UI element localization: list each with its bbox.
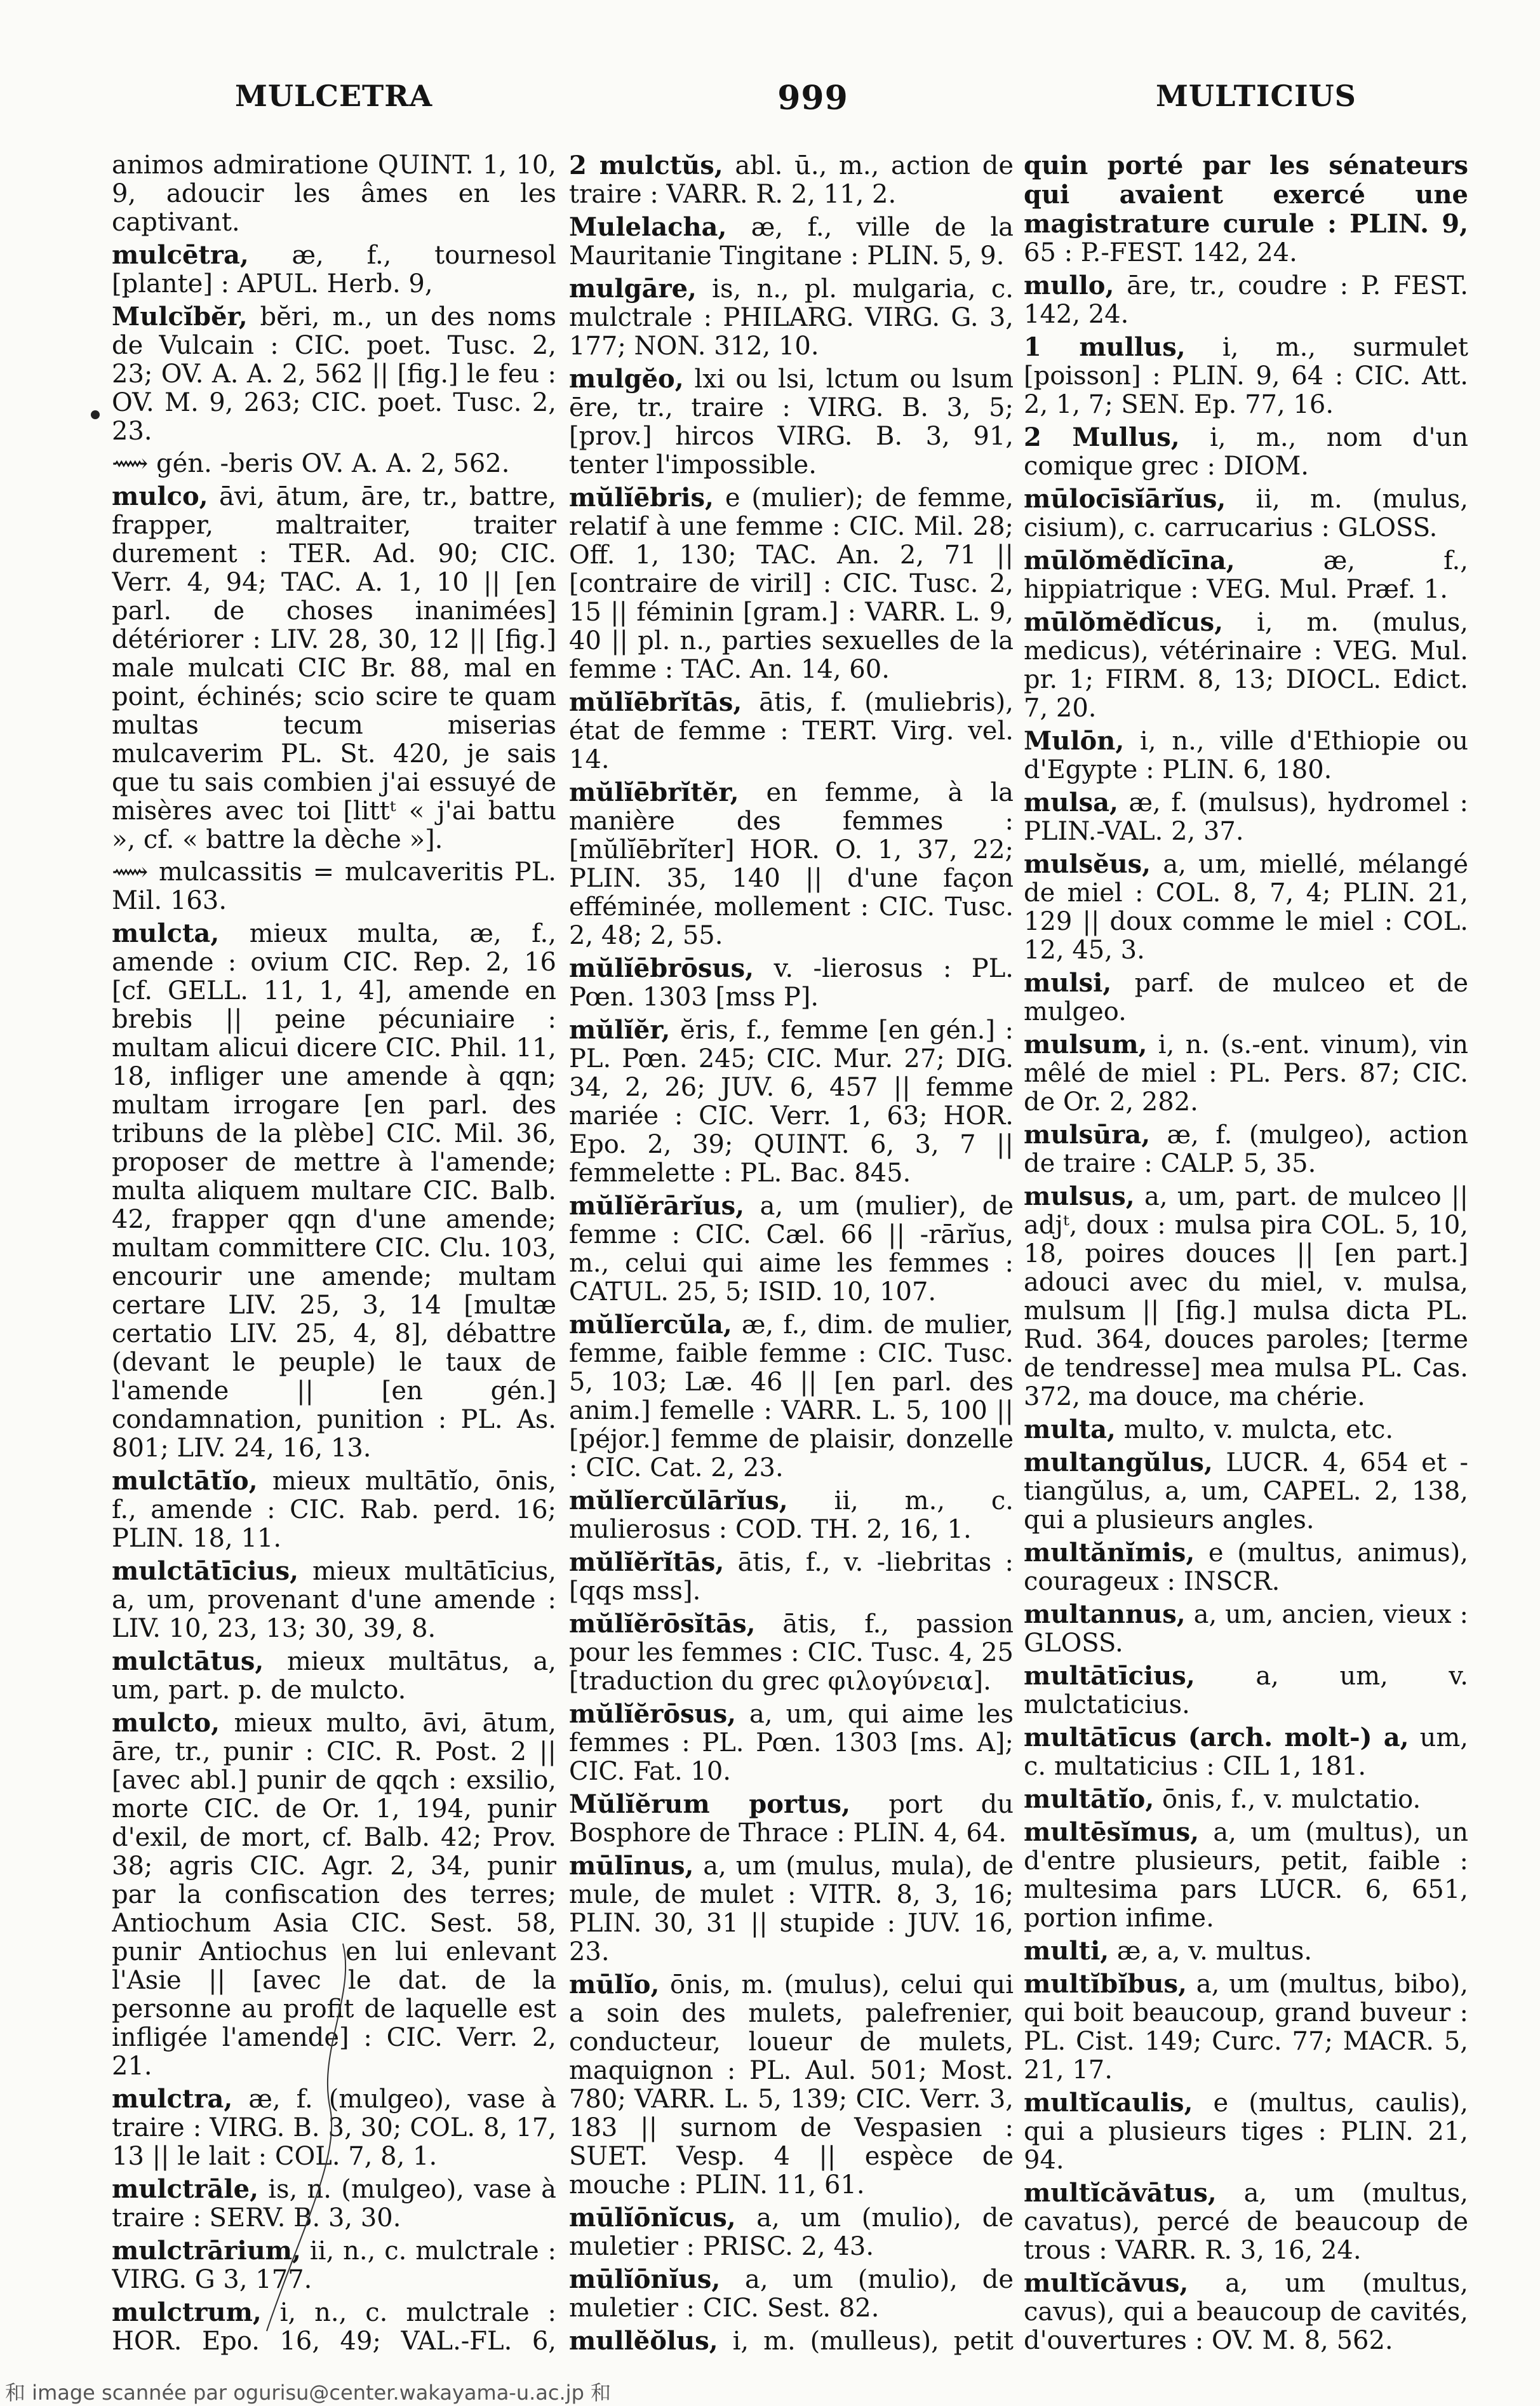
dictionary-entry: multănĭmis, e (multus, animus), courageux : INSCR. bbox=[1024, 1538, 1468, 1596]
dictionary-entry: multĭcăvus, a, um (multus, cavus), qui a beaucoup de cavités, d'ouvertures : OV. M. 8, 562. bbox=[1024, 2268, 1468, 2355]
dictionary-entry: mulsi, parf. de mulceo et de mulgeo. bbox=[1024, 968, 1468, 1026]
dictionary-entry: mulsa, æ, f. (mulsus), hydromel : PLIN.-VAL. 2, 37. bbox=[1024, 788, 1468, 846]
dictionary-entry: mūlĭo, ōnis, m. (mulus), celui qui a soin des mulets, palefrenier, conducteur, loueur de mulets, maquignon : PL. Aul. 501; Most. 780; VARR. L. 5, 139; CIC. Verr. 3, 183 || surnom de Vespasien : SUET. Vesp. 4 || espèce de mouche : PLIN. 11, 61. bbox=[569, 1970, 1014, 2200]
dictionary-entry: mulctra, æ, f. (mulgeo), vase à traire : VIRG. B. 3, 30; COL. 8, 17, 13 || le lait : COL. 7, 8, 1. bbox=[112, 2084, 556, 2171]
dictionary-entry: ⟿ gén. -beris OV. A. A. 2, 562. bbox=[112, 449, 510, 478]
dictionary-entry: 2 Mullus, i, m., nom d'un comique grec : DIOM. bbox=[1024, 422, 1468, 481]
dictionary-entry: mŭlĭĕrārĭus, a, um (mulier), de femme : CIC. Cæl. 66 || -rārĭus, m., celui qui aime les femmes : CATUL. 25, 5; ISID. 10, 107. bbox=[569, 1191, 1014, 1307]
dictionary-entry: mŭlĭĕrōsus, a, um, qui aime les femmes : PL. Pœn. 1303 [ms. A]; CIC. Fat. 10. bbox=[569, 1699, 1014, 1786]
dictionary-entry: mulgāre, is, n., pl. mulgaria, c. mulctrale : PHILARG. VIRG. G. 3, 177; NON. 312, 10. bbox=[569, 274, 1014, 361]
dictionary-entry: mūlĭōnĭcus, a, um (mulio), de muletier : PRISC. 2, 43. bbox=[569, 2203, 1014, 2261]
dictionary-entry: multĭbĭbus, a, um (multus, bibo), qui boit beaucoup, grand buveur : PL. Cist. 149; Curc. 77; MACR. 5, 21, 17. bbox=[1024, 1969, 1468, 2085]
dictionary-entry: mŭlĭĕrĭtās, ātis, f., v. -liebritas : [qqs mss]. bbox=[569, 1547, 1014, 1606]
dictionary-entry: mŭlĭĕr, ĕris, f., femme [en gén.] : PL. Pœn. 245; CIC. Mur. 27; DIG. 34, 2, 26; JUV. 6, 457 || femme mariée : CIC. Verr. 1, 63; HOR. Epo. 2, 39; QUINT. 6, 3, 7 || femmelette : PL. Bac. 845. bbox=[569, 1015, 1014, 1188]
dictionary-entry: quin porté par les sénateurs qui avaient exercé une magistrature curule : PLIN. 9, 65 : P.-FEST. 142, 24. bbox=[1024, 151, 1468, 267]
dictionary-entry: multĭcaulis, e (multus, caulis), qui a plusieurs tiges : PLIN. 21, 94. bbox=[1024, 2088, 1468, 2175]
dictionary-entry: multi, æ, a, v. multus. bbox=[1024, 1936, 1313, 1966]
dictionary-entry: multātīcus (arch. molt-) a, um, c. multaticius : CIL 1, 181. bbox=[1024, 1723, 1468, 1781]
dictionary-entry: mulctātus, mieux multātus, a, um, part. p. de mulcto. bbox=[112, 1646, 556, 1705]
dictionary-entry: mulctrum, i, n., c. mulctrale : HOR. Epo. 16, 49; VAL.-FL. 6, bbox=[112, 2297, 556, 2355]
page-number: 999 bbox=[777, 79, 848, 118]
dictionary-entry: mūlĭōnĭus, a, um (mulio), de muletier : CIC. Sest. 82. bbox=[569, 2264, 1014, 2323]
dictionary-entry: mulcto, mieux multo, āvi, ātum, āre, tr., punir : CIC. R. Post. 2 || [avec abl.] punir de qqch : exsilio, morte CIC. de Or. 1, 194, punir d'exil, de mort, cf. Balb. 42; Prov. 38; agris CIC. Agr. 2, 34, punir par la confiscation des terres; Antiochum Asia CIC. Sest. 58, punir Antiochus en lui enlevant l'Asie || [avec le dat. de la personne au profit de laquelle est infligée l'amende] : CIC. Verr. 2, 21. bbox=[112, 1708, 556, 2081]
dictionary-entry: ⟿ mulcassitis = mulcaveritis PL. Mil. 163. bbox=[112, 857, 556, 915]
dictionary-entry: mŭlĭēbrĭtās, ātis, f. (muliebris), état de femme : TERT. Virg. vel. 14. bbox=[569, 687, 1014, 774]
dictionary-entry: mulsus, a, um, part. de mulceo || adjᵗ, doux : mulsa pira COL. 5, 10, 18, poires douces || [en part.] adouci avec du miel, v. mulsa, mulsum || [fig.] mulsa dicta PL. Rud. 364, douces paroles; [terme de tendresse] mea mulsa PL. Cas. 372, ma douce, ma chérie. bbox=[1024, 1181, 1468, 1411]
dictionary-entry: mulsĕus, a, um, miellé, mélangé de miel : COL. 8, 7, 4; PLIN. 21, 129 || doux comme le miel : COL. 12, 45, 3. bbox=[1024, 849, 1468, 965]
dictionary-entry: mulsum, i, n. (s.-ent. vinum), vin mêlé de miel : PL. Pers. 87; CIC. de Or. 2, 282. bbox=[1024, 1030, 1468, 1117]
dictionary-entry: Mulelacha, æ, f., ville de la Mauritanie Tingitane : PLIN. 5, 9. bbox=[569, 212, 1014, 271]
dictionary-entry: multēsĭmus, a, um (multus), un d'entre plusieurs, petit, faible : multesima pars LUCR. 6, 651, portion infime. bbox=[1024, 1817, 1468, 1933]
dictionary-entry: mūlīnus, a, um (mulus, mula), de mule, de mulet : VITR. 8, 3, 16; PLIN. 30, 31 || stupide : JUV. 16, 23. bbox=[569, 1851, 1014, 1966]
running-head-right: MULTICIUS bbox=[1156, 79, 1356, 113]
margin-dot bbox=[91, 410, 100, 419]
dictionary-entry: mulgĕo, lxi ou lsi, lctum ou lsum ēre, tr., traire : VIRG. B. 3, 5; [prov.] hircos VIRG. B. 3, 91, tenter l'impossible. bbox=[569, 364, 1014, 480]
dictionary-entry: Mŭlĭĕrum portus, port du Bosphore de Thrace : PLIN. 4, 64. bbox=[569, 1789, 1014, 1848]
dictionary-entry: mŭlĭēbris, e (mulier); de femme, relatif à une femme : CIC. Mil. 28; Off. 1, 130; TAC. An. 2, 71 || [contraire de viril] : CIC. Tusc. 2, 15 || féminin [gram.] : VARR. L. 9, 40 || pl. n., parties sexuelles de la femme : TAC. An. 14, 60. bbox=[569, 483, 1014, 684]
dictionary-entry: mulco, āvi, ātum, āre, tr., battre, frapper, maltraiter, traiter durement : TER. Ad. 90; CIC. Verr. 4, 94; TAC. A. 1, 10 || [en parl. de choses inanimées] détériorer : LIV. 28, 30, 12 || [fig.] male mulcati CIC Br. 88, mal en point, échinés; scio scire te quam multas tecum miserias mulcaverim PL. St. 420, je sais que tu sais combien j'ai essuyé de misères avec toi [littᵗ « j'ai battu », cf. « battre la dèche »]. bbox=[112, 481, 556, 854]
dictionary-entry: animos admiratione QUINT. 1, 10, 9, adoucir les âmes en les captivant. bbox=[112, 151, 556, 237]
dictionary-entry: multātĭo, ōnis, f., v. mulctatio. bbox=[1024, 1784, 1421, 1814]
dictionary-entry: multannus, a, um, ancien, vieux : GLOSS. bbox=[1024, 1599, 1468, 1658]
dictionary-entry: mŭlĭēbrĭtĕr, en femme, à la manière des femmes : [mŭlĭēbrĭter] HOR. O. 1, 37, 22; PLIN. 35, 140 || d'une façon efféminée, mollement : CIC. Tusc. 2, 48; 2, 55. bbox=[569, 777, 1014, 950]
margin-pencil-line bbox=[267, 1944, 345, 2331]
dictionary-entry: mŭlĭercŭla, æ, f., dim. de mulier, femme, faible femme : CIC. Tusc. 5, 103; Læ. 46 || [en parl. des anim.] femelle : VARR. L. 5, 100 || [péjor.] femme de plaisir, donzelle : CIC. Cat. 2, 23. bbox=[569, 1310, 1014, 1482]
dictionary-entry: mūlŏmĕdĭcīna, æ, f., hippiatrique : VEG. Mul. Præf. 1. bbox=[1024, 546, 1468, 604]
dictionary-entry: mullo, āre, tr., coudre : P. FEST. 142, 24. bbox=[1024, 271, 1468, 329]
dictionary-entry: Mulōn, i, n., ville d'Ethiopie ou d'Egypte : PLIN. 6, 180. bbox=[1024, 726, 1468, 784]
dictionary-entry: multa, multo, v. mulcta, etc. bbox=[1024, 1415, 1394, 1444]
dictionary-entry: multangŭlus, LUCR. 4, 654 et -tiangŭlus, a, um, CAPEL. 2, 138, qui a plusieurs angles. bbox=[1024, 1448, 1468, 1535]
dictionary-entry: mulsūra, æ, f. (mulgeo), action de traire : CALP. 5, 35. bbox=[1024, 1120, 1468, 1178]
dictionary-entry: mulctātĭo, mieux multātĭo, ōnis, f., amende : CIC. Rab. perd. 16; PLIN. 18, 11. bbox=[112, 1466, 556, 1553]
dictionary-entry: multātīcius, a, um, v. mulctaticius. bbox=[1024, 1661, 1468, 1719]
dictionary-entry: mŭlĭercŭlārĭus, ii, m., c. mulierosus : COD. TH. 2, 16, 1. bbox=[569, 1486, 1014, 1544]
dictionary-entry: multĭcăvātus, a, um (multus, cavatus), percé de beaucoup de trous : VARR. R. 3, 16, 24. bbox=[1024, 2178, 1468, 2265]
scan-credit: 和 image scannée par ogurisu@center.wakayama-u.ac.jp 和 bbox=[5, 2381, 612, 2405]
dictionary-entry: mulctrārium, ii, n., c. mulctrale : VIRG. G 3, 177. bbox=[112, 2236, 556, 2294]
dictionary-entry: mŭlĭēbrōsus, v. -lierosus : PL. Pœn. 1303 [mss P]. bbox=[569, 953, 1014, 1012]
dictionary-entry: mūlocīsĭārĭus, ii, m. (mulus, cisium), c. carrucarius : GLOSS. bbox=[1024, 484, 1468, 542]
dictionary-entry: mulctātīcius, mieux multātīcius, a, um, provenant d'une amende : LIV. 10, 23, 13; 30, 39, 8. bbox=[112, 1556, 556, 1643]
dictionary-entry: Mulcĭbĕr, bĕri, m., un des noms de Vulcain : CIC. poet. Tusc. 2, 23; OV. A. A. 2, 562 || [fig.] le feu : OV. M. 9, 263; CIC. poet. Tusc. 2, 23. bbox=[112, 302, 556, 446]
dictionary-entry: mŭlĭĕrōsĭtās, ātis, f., passion pour les femmes : CIC. Tusc. 4, 25 [traduction du grec φιλογύνεια]. bbox=[569, 1609, 1014, 1696]
dictionary-entry: mulcētra, æ, f., tournesol [plante] : APUL. Herb. 9, bbox=[112, 240, 556, 299]
dictionary-entry: 1 mullus, i, m., surmulet [poisson] : PLIN. 9, 64 : CIC. Att. 2, 1, 7; SEN. Ep. 77, 16. bbox=[1024, 332, 1468, 419]
dictionary-entry: 2 mulctŭs, abl. ū., m., action de traire : VARR. R. 2, 11, 2. bbox=[569, 151, 1014, 209]
dictionary-entry: mullĕŏlus, i, m. (mulleus), petit bbox=[569, 2326, 1014, 2355]
running-head-left: MULCETRA bbox=[235, 79, 433, 113]
dictionary-entry: mūlŏmĕdĭcus, i, m. (mulus, medicus), vétérinaire : VEG. Mul. pr. 1; FIRM. 8, 13; DIOCL. Edict. 7, 20. bbox=[1024, 607, 1468, 723]
dictionary-entry: mulctrāle, is, n. (mulgeo), vase à traire : SERV. B. 3, 30. bbox=[112, 2174, 556, 2233]
dictionary-entry: mulcta, mieux multa, æ, f., amende : ovium CIC. Rep. 2, 16 [cf. GELL. 11, 1, 4], amende en brebis || peine pécuniaire : multam alicui dicere CIC. Phil. 11, 18, infliger une amende à qqn; multam irrogare [en parl. des tribuns de la plèbe] CIC. Mil. 36, proposer de mettre à l'amende; multa aliquem multare CIC. Balb. 42, frapper qqn d'une amende; multam committere CIC. Clu. 103, encourir une amende; multam certare LIV. 25, 3, 14 [multæ certatio LIV. 25, 4, 8], débattre (devant le peuple) le taux de l'amende || [en gén.] condamnation, punition : PL. As. 801; LIV. 24, 16, 13. bbox=[112, 918, 556, 1463]
